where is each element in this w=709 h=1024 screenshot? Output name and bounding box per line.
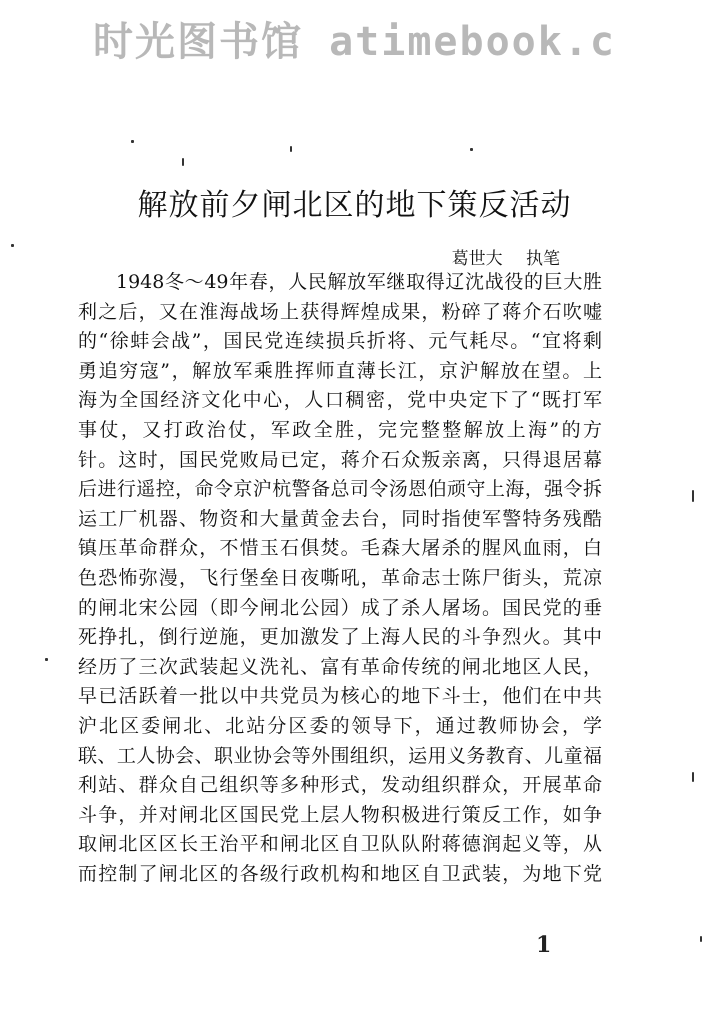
body-line: 而控制了闸北区的各级行政机构和地区自卫武装，为地下党 [78, 862, 602, 885]
scan-speck [182, 158, 184, 166]
scan-speck [692, 772, 694, 782]
body-line: 沪北区委闸北、北站分区委的领导下，通过教师协会，学 [78, 714, 602, 737]
body-line: 经历了三次武装起义洗礼、富有革命传统的闸北地区人民， [78, 655, 602, 678]
scan-speck [290, 146, 292, 152]
body-line: 勇追穷寇”，解放军乘胜挥师直薄长江，京沪解放在望。上 [78, 359, 602, 382]
body-line: 取闸北区区长王治平和闸北区自卫队队附蒋德润起义等，从 [78, 833, 602, 856]
scan-speck [692, 490, 694, 502]
body-line: 利站、群众自己组织等多种形式，发动组织群众，开展革命 [78, 774, 602, 797]
body-line: 的“徐蚌会战”，国民党连续损兵折将、元气耗尽。“宜将剩 [78, 330, 602, 353]
article-body [78, 268, 602, 889]
body-line: 1948冬～49年春，人民解放军继取得辽沈战役的巨大胜 [116, 271, 602, 293]
author-byline: 葛世大 执笔 [451, 249, 560, 269]
article-title: 解放前夕闸北区的地下策反活动 [137, 188, 572, 223]
scan-speck [131, 140, 134, 143]
body-line: 色恐怖弥漫，飞行堡垒日夜嘶吼，革命志士陈尸街头，荒凉 [78, 566, 602, 589]
body-line: 运工厂机器、物资和大量黄金去台，同时指使军警特务残酷 [78, 507, 602, 530]
body-line: 后进行遥控，命令京沪杭警备总司令汤恩伯顽守上海，强令拆 [78, 478, 602, 501]
scan-speck [700, 936, 702, 942]
watermark: 时光图书馆 atimebook.c [93, 19, 616, 65]
scan-speck [470, 148, 473, 151]
page-number: 1 [536, 932, 552, 958]
body-line: 利之后，又在淮海战场上获得辉煌成果，粉碎了蒋介石吹嘘 [78, 300, 602, 323]
body-line: 的闸北宋公园（即今闸北公园）成了杀人屠场。国民党的垂 [78, 596, 602, 619]
body-line: 斗争，并对闸北区国民党上层人物积极进行策反工作，如争 [78, 803, 602, 826]
body-line: 针。这时，国民党败局已定，蒋介石众叛亲离，只得退居幕 [78, 448, 602, 471]
body-line: 死挣扎，倒行逆施，更加激发了上海人民的斗争烈火。其中 [78, 626, 602, 649]
body-line: 联、工人协会、职业协会等外围组织，运用义务教育、儿童福 [78, 744, 602, 767]
scan-speck [11, 244, 14, 247]
body-line: 事仗，又打政治仗，军政全胜，完完整整解放上海”的方 [78, 418, 602, 441]
body-line: 镇压革命群众，不惜玉石俱焚。毛森大屠杀的腥风血雨，白 [78, 537, 602, 560]
body-line: 早已活跃着一批以中共党员为核心的地下斗士，他们在中共 [78, 685, 602, 708]
body-line: 海为全国经济文化中心，人口稠密，党中央定下了“既打军 [78, 389, 602, 412]
scan-speck [45, 658, 48, 661]
